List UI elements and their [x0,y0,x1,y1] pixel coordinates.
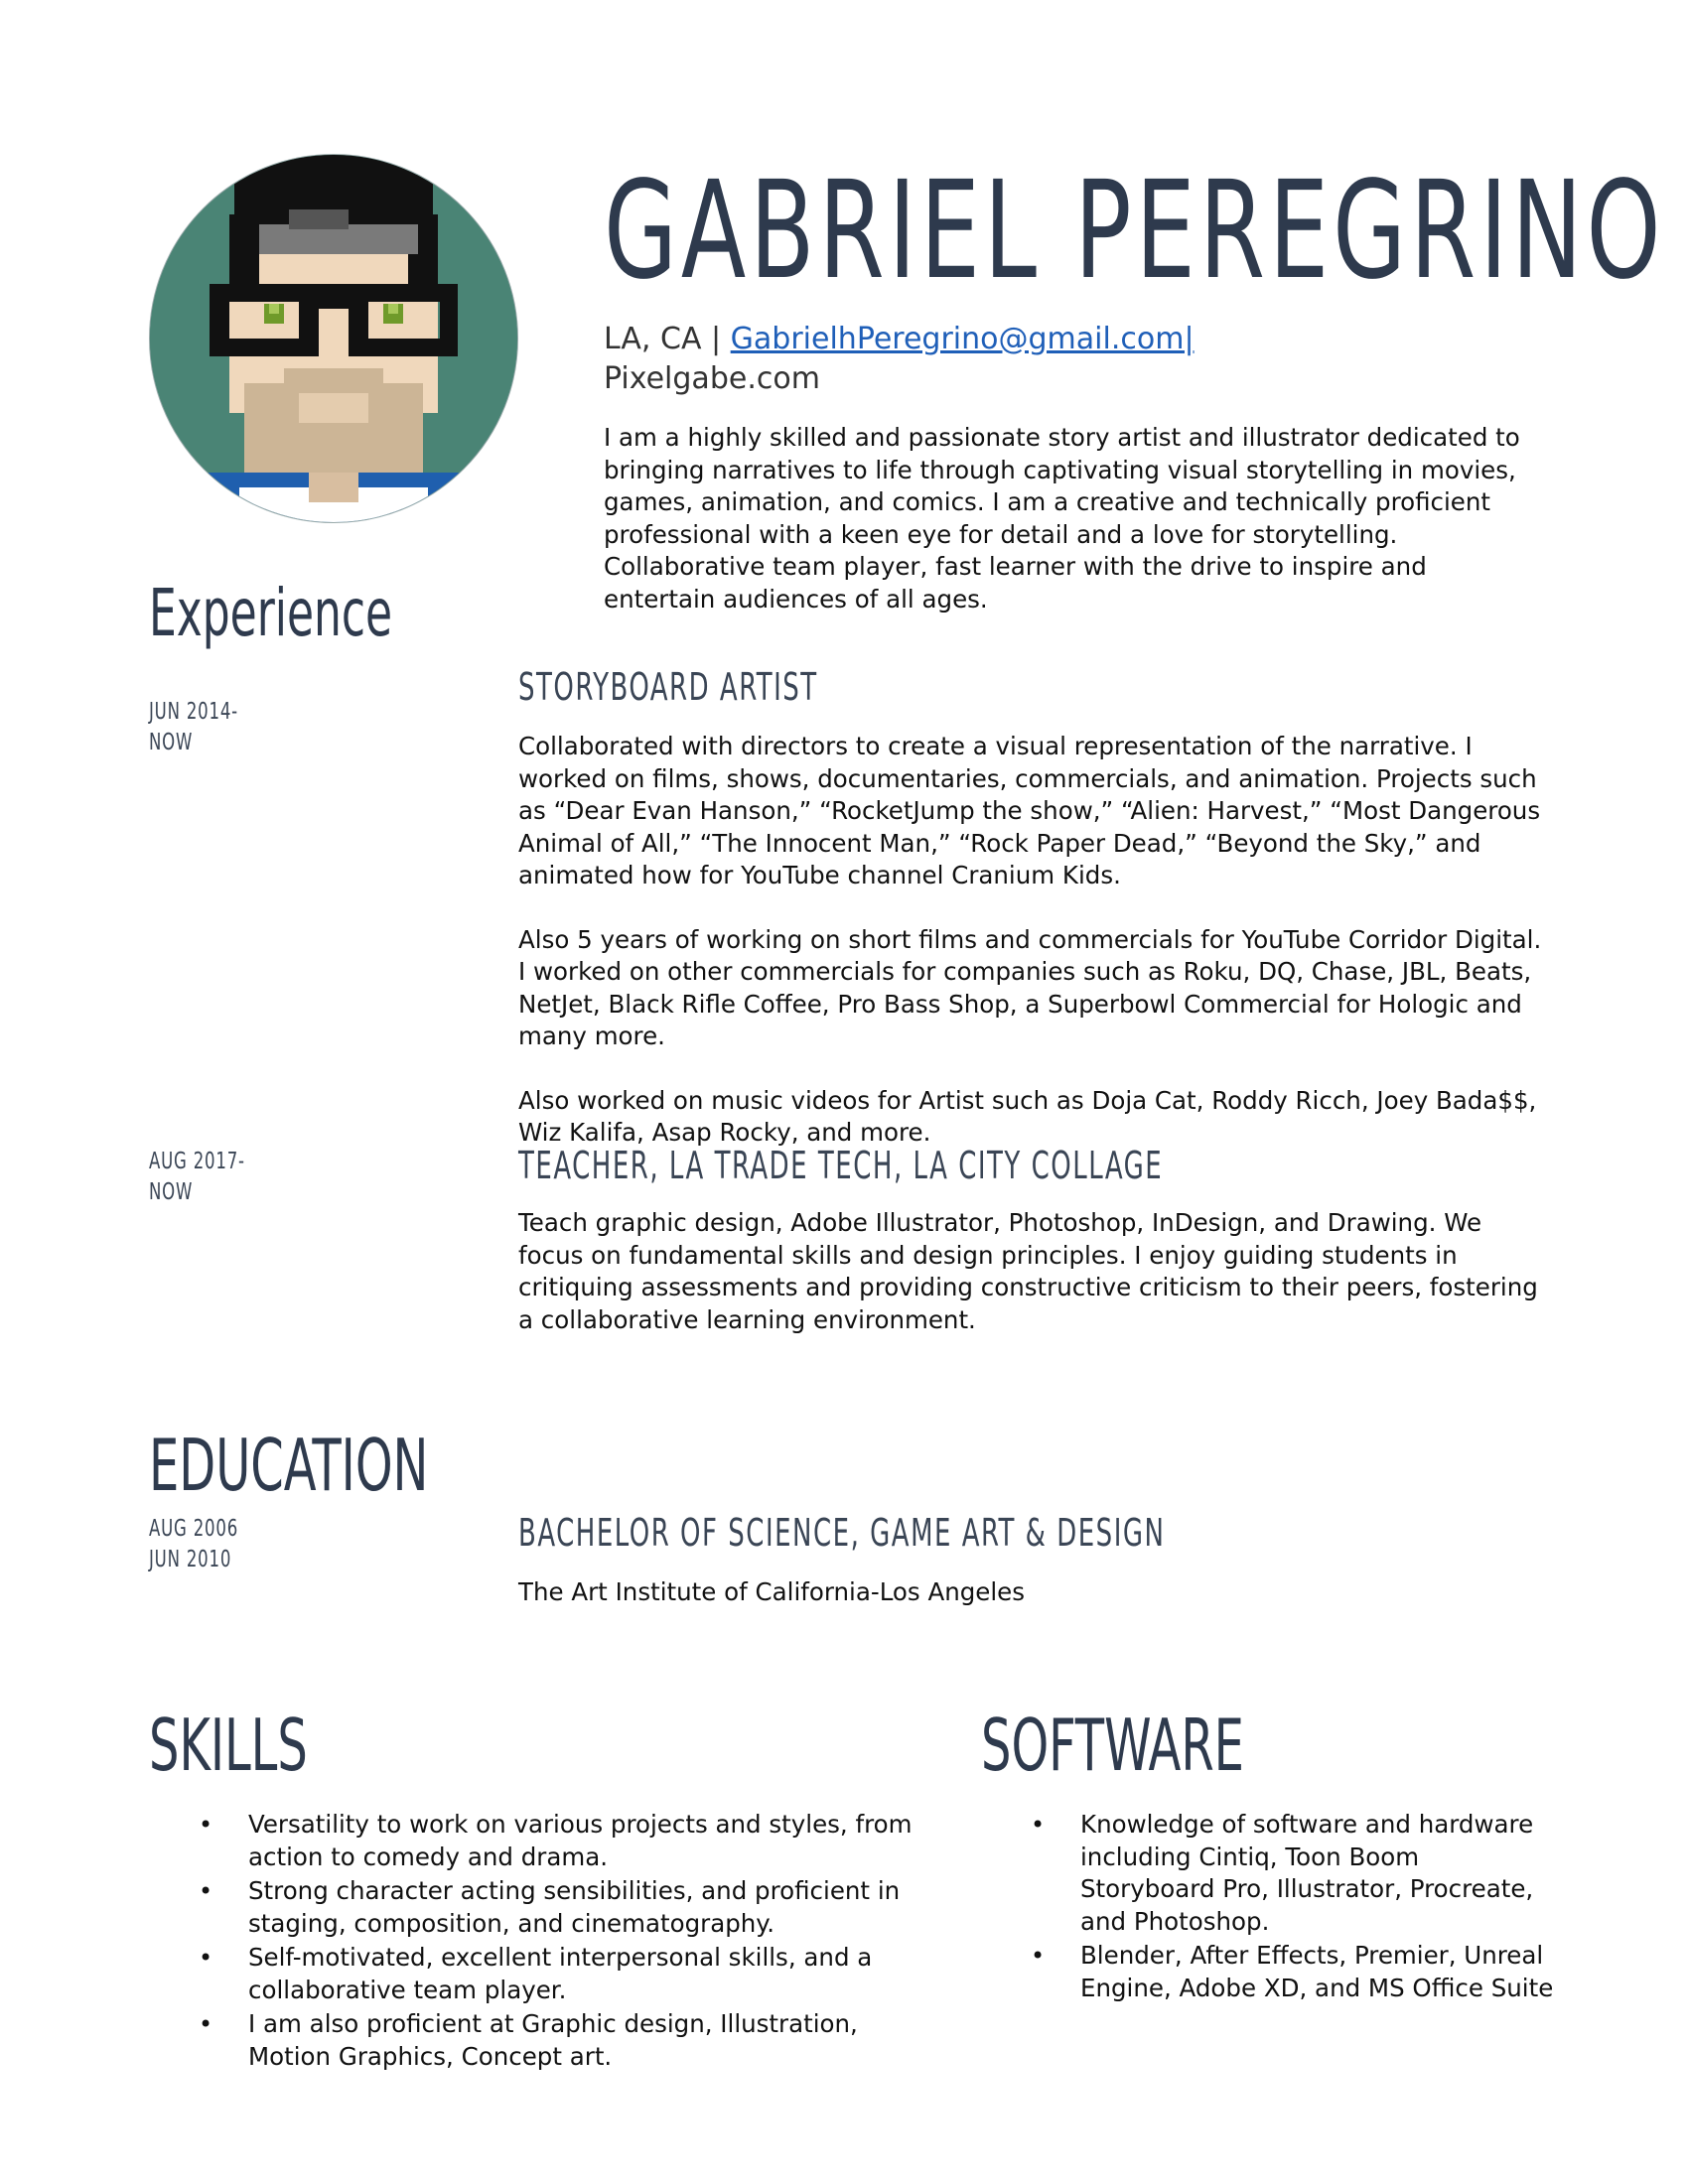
date-end: JUN 2010 [149,1547,232,1572]
list-item [199,1809,933,1873]
job-description [518,731,1551,1181]
contact-block [604,320,1195,399]
job-description [518,1207,1541,1368]
bullet-icon: • [1031,1942,1046,1970]
date-end: NOW [149,730,194,755]
email-link[interactable]: GabrielhPeregrino@gmail.com| [730,322,1195,356]
job-dates [149,697,238,758]
skill-text: Versatility to work on various projects and styles, from action to comedy and drama. [248,1810,913,1871]
list-item [199,1942,933,2006]
date-end: NOW [149,1179,194,1205]
list-item [199,2008,933,2073]
date-start: JUN 2014- [149,699,238,725]
bullet-icon: • [199,1944,213,1972]
date-start: AUG 2017- [149,1149,245,1174]
list-item [199,1875,933,1940]
date-start: AUG 2006 [149,1516,239,1542]
pixel-avatar-illustration [150,155,517,522]
summary-paragraph: I am a highly skilled and passionate story artist and illustrator dedicated to bringing narratives to life through captivating visual storytelling in movies, games, animation, and comics. I am a creative and technically proficient professional with a keen eye for detail and a love for storytelling. Collaborative team player, fast learner with the drive to inspire and entertain audiences of all ages. [604,423,1520,614]
job-title: TEACHER, LA TRADE TECH, LA CITY COLLAGE [518,1144,1164,1187]
bullet-icon: • [1031,1811,1046,1839]
job-paragraph: Also 5 years of working on short films and commercials for YouTube Corridor Digital. I worked on other commercials for companies such as Roku, DQ, Chase, JBL, Beats, NetJet, Black Rifle Coffee, Pro Bass Shop, a Superbowl Commercial for Hologic and many more. [518,924,1542,1050]
bullet-icon: • [199,1877,213,1905]
candidate-name: GABRIEL PEREGRINO [604,153,1665,310]
software-text: Knowledge of software and hardware including Cintiq, Toon Boom Storyboard Pro, Illustrator, Procreate, and Photoshop. [1080,1810,1534,1936]
website[interactable]: Pixelgabe.com [604,361,820,396]
bullet-icon: • [199,2010,213,2038]
education-dates [149,1514,238,1575]
software-text: Blender, After Effects, Premier, Unreal Engine, Adobe XD, and MS Office Suite [1080,1941,1554,2002]
skill-text: I am also proficient at Graphic design, Illustration, Motion Graphics, Concept art. [248,2009,858,2071]
contact-line [604,320,1195,359]
job-dates [149,1147,245,1208]
skill-text: Strong character acting sensibilities, and proficient in staging, composition, and cinematography. [248,1876,901,1938]
list-item [1031,1940,1557,2004]
education-heading: EDUCATION [149,1424,429,1507]
bullet-icon: • [199,1811,213,1839]
list-item [1031,1809,1557,1938]
software-list [1031,1809,1557,2006]
skills-list [199,1809,933,2075]
school-name: The Art Institute of California-Los Angeles [518,1577,1026,1606]
experience-heading: Experience [149,575,393,651]
skill-text: Self-motivated, excellent interpersonal skills, and a collaborative team player. [248,1943,873,2004]
degree-title: BACHELOR OF SCIENCE, GAME ART & DESIGN [518,1511,1166,1555]
job-paragraph: Teach graphic design, Adobe Illustrator, Photoshop, InDesign, and Drawing. We focus on fundamental skills and design principles. I enjoy guiding students in critiquing assessments and providing constructive criticism to their peers, fostering a collaborative learning environment. [518,1208,1538,1334]
software-heading: SOFTWARE [981,1704,1244,1787]
job-paragraph: Also worked on music videos for Artist such as Doja Cat, Roddy Ricch, Joey Bada$$, Wiz Kalifa, Asap Rocky, and more. [518,1085,1537,1147]
skills-heading: SKILLS [149,1704,308,1787]
job-paragraph: Collaborated with directors to create a visual representation of the narrative. I worked on films, shows, documentaries, commercials, and animation. Projects such as “Dear Evan Hanson,” “RocketJump the show,” “Alien: Harvest,” “Most Dangerous Animal of All,” “The Innocent Man,” “Rock Paper Dead,” “Beyond the Sky,” and animated how for YouTube channel Cranium Kids. [518,732,1541,889]
job-title: STORYBOARD ARTIST [518,665,818,709]
pixel-avatar [149,154,518,523]
location: LA, CA | [604,322,722,356]
